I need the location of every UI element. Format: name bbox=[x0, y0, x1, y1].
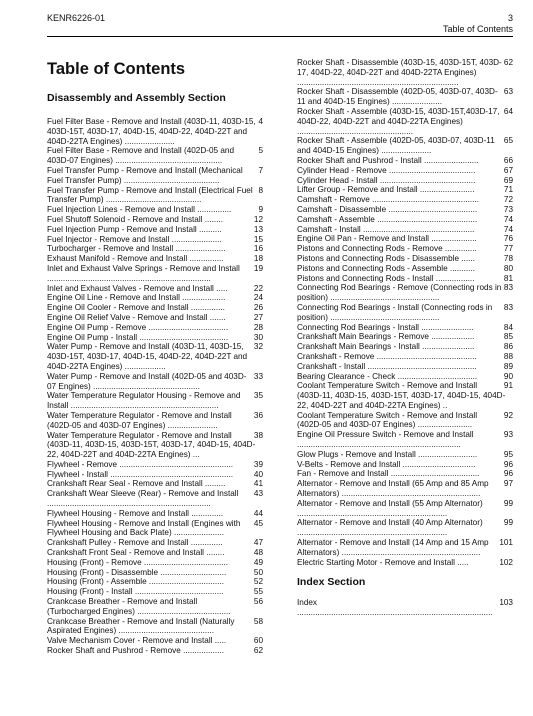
toc-entry[interactable] bbox=[47, 568, 263, 578]
toc-entry[interactable] bbox=[297, 352, 513, 362]
toc-page-number: 32 bbox=[253, 342, 263, 352]
toc-entry-title: Engine Oil Line - Remove and Install ................... bbox=[47, 293, 226, 303]
toc-entry-title: Engine Oil Pan - Remove and Install .................... bbox=[297, 234, 477, 244]
toc-entry-title: Camshaft - Disassemble ....................................... bbox=[297, 204, 478, 214]
toc-page-number: 8 bbox=[258, 185, 263, 195]
toc-page-number: 96 bbox=[503, 459, 513, 469]
toc-entry[interactable] bbox=[47, 391, 263, 411]
toc-entry-title: Exhaust Manifold - Remove and Install ............... bbox=[47, 254, 224, 264]
toc-entry-title: Coolant Temperature Switch - Remove and Install (403D-11, 403D-15, 403D-15T, 403D-17, 404D-15, 404D-22, 404D-22T and 404D-22TA Engines) .. bbox=[297, 381, 506, 410]
toc-entry[interactable] bbox=[47, 431, 263, 460]
toc-entry[interactable] bbox=[297, 225, 513, 235]
toc-list-index bbox=[297, 598, 513, 618]
toc-entry-title: Crankshaft - Remove ............................................ bbox=[297, 351, 477, 361]
toc-entry[interactable] bbox=[297, 342, 513, 352]
toc-entry[interactable] bbox=[47, 617, 263, 637]
toc-page-number: 35 bbox=[253, 391, 263, 401]
toc-entry-title: Alternator - Remove and Install (55 Amp Alternator) .................................................................. bbox=[297, 498, 483, 518]
toc-entry[interactable] bbox=[297, 598, 513, 618]
toc-entry[interactable] bbox=[47, 225, 263, 235]
toc-entry-title: Rocker Shaft - Disassemble (403D-15, 403D-15T, 403D-17, 404D-22, 404D-22T and 404D-22TA Engines) ....................................................................... bbox=[297, 58, 502, 87]
toc-entry-title: Crankshaft Main Bearings - Remove ................... bbox=[297, 332, 475, 342]
toc-entry[interactable] bbox=[47, 577, 263, 587]
toc-entry[interactable] bbox=[297, 450, 513, 460]
toc-entry[interactable] bbox=[297, 205, 513, 215]
toc-entry-title: Flywheel - Remove .................................................. bbox=[47, 459, 234, 469]
toc-entry[interactable] bbox=[297, 215, 513, 225]
toc-page-number: 93 bbox=[503, 430, 513, 440]
toc-entry-title: Fan - Remove and Install ....................................... bbox=[297, 469, 480, 479]
page-title: Table of Contents bbox=[47, 60, 186, 78]
toc-page-number: 62 bbox=[253, 646, 263, 656]
toc-entry[interactable] bbox=[297, 460, 513, 470]
toc-page-number: 103 bbox=[499, 598, 513, 608]
toc-entry[interactable] bbox=[297, 332, 513, 342]
toc-page-number: 83 bbox=[503, 302, 513, 312]
toc-page-number: 27 bbox=[253, 312, 263, 322]
toc-page-number: 58 bbox=[253, 616, 263, 626]
document-id: KENR6226-01 bbox=[47, 13, 106, 23]
toc-page-number: 71 bbox=[503, 185, 513, 195]
toc-page-number: 22 bbox=[253, 283, 263, 293]
toc-page-number: 47 bbox=[253, 538, 263, 548]
toc-entry[interactable] bbox=[47, 205, 263, 215]
section-heading-index: Index Section bbox=[297, 576, 366, 589]
toc-page-number: 44 bbox=[253, 508, 263, 518]
toc-entry[interactable] bbox=[297, 411, 513, 431]
toc-entry-title: Lifter Group - Remove and Install ........................ bbox=[297, 185, 475, 195]
toc-entry[interactable] bbox=[297, 264, 513, 274]
toc-page-number: 99 bbox=[503, 518, 513, 528]
toc-page-number: 43 bbox=[253, 489, 263, 499]
toc-entry[interactable] bbox=[47, 470, 263, 480]
toc-page-number: 12 bbox=[253, 214, 263, 224]
toc-entry-title: Engine Oil Pump - Install ....................................... bbox=[47, 332, 229, 342]
toc-page-number: 52 bbox=[253, 577, 263, 587]
toc-entry-title: Crankcase Breather - Remove and Install (Naturally Aspirated Engines) .......................................... bbox=[47, 616, 235, 636]
toc-page-number: 56 bbox=[253, 597, 263, 607]
toc-page-number: 63 bbox=[503, 87, 513, 97]
toc-entry-title: Fuel Injection Pump - Remove and Install .......... bbox=[47, 224, 222, 234]
toc-page-number: 69 bbox=[503, 175, 513, 185]
toc-entry-title: Housing (Front) - Remove ..................................... bbox=[47, 557, 229, 567]
toc-entry-title: Housing (Front) - Assemble ................................. bbox=[47, 577, 224, 587]
toc-page-number: 28 bbox=[253, 322, 263, 332]
toc-entry-title: Fuel Transfer Pump - Remove and Install (Mechanical Fuel Transfer Pump) .......................................... bbox=[47, 165, 243, 185]
toc-page-number: 97 bbox=[503, 479, 513, 489]
toc-entry[interactable] bbox=[47, 244, 263, 254]
left-column bbox=[47, 58, 263, 656]
toc-entry-title: Connecting Rod Bearings - Remove (Connecting rods in position) ................................................ bbox=[297, 283, 502, 303]
toc-entry[interactable] bbox=[297, 499, 513, 519]
toc-entry-title: Crankshaft Main Bearings - Install ....................... bbox=[297, 342, 475, 352]
toc-page-number: 50 bbox=[253, 567, 263, 577]
toc-entry-title: Crankshaft Rear Seal - Remove and Install ......... bbox=[47, 479, 226, 489]
toc-page-number: 99 bbox=[503, 498, 513, 508]
toc-entry-title: Water Temperature Regulator - Remove and Install (403D-11, 403D-15, 403D-15T, 403D-17, 404D-15, 404D-22, 404D-22T and 404D-22TA Engines) ... bbox=[47, 430, 256, 460]
toc-page-number: 74 bbox=[503, 214, 513, 224]
toc-entry-title: Water Temperature Regulator - Remove and Install (402D-05 and 403D-07 Engines) ...................... bbox=[47, 410, 232, 430]
toc-page-number: 81 bbox=[503, 273, 513, 283]
toc-entry-title: Glow Plugs - Remove and Install .......................... bbox=[297, 449, 478, 459]
toc-entry[interactable] bbox=[47, 235, 263, 245]
toc-entry-title: Rocker Shaft - Assemble (403D-15, 403D-15T,403D-17, 404D-22, 404D-22T and 404D-22TA Engines) ................................................... bbox=[297, 106, 500, 136]
toc-entry-title: Water Pump - Remove and Install (403D-11, 403D-15, 403D-15T, 403D-17, 404D-15, 404D-22, 404D-22T and 404D-22TA Engines) .................. bbox=[47, 342, 248, 371]
toc-page-number: 9 bbox=[258, 205, 263, 215]
toc-page-number: 89 bbox=[503, 361, 513, 371]
toc-entry[interactable] bbox=[47, 303, 263, 313]
toc-entry[interactable] bbox=[47, 333, 263, 343]
toc-page-number: 60 bbox=[253, 636, 263, 646]
toc-entry-title: Rocker Shaft - Assemble (402D-05, 403D-07, 403D-11 and 404D-15 Engines) ...................... bbox=[297, 136, 495, 156]
toc-page-number: 33 bbox=[253, 371, 263, 381]
toc-entry[interactable] bbox=[47, 548, 263, 558]
toc-entry[interactable] bbox=[47, 597, 263, 617]
toc-entry-title: Pistons and Connecting Rods - Disassemble ...... bbox=[297, 253, 475, 263]
toc-page-number: 49 bbox=[253, 557, 263, 567]
toc-entry-title: Water Pump - Remove and Install (402D-05 and 403D-07 Engines) ............................................... bbox=[47, 371, 247, 391]
toc-entry[interactable] bbox=[47, 313, 263, 323]
toc-page-number: 85 bbox=[503, 332, 513, 342]
toc-entry[interactable] bbox=[47, 254, 263, 264]
toc-page-number: 64 bbox=[503, 106, 513, 116]
toc-page-number: 5 bbox=[258, 146, 263, 156]
toc-entry-title: Engine Oil Relief Valve - Remove and Install ....... bbox=[47, 312, 226, 322]
toc-entry-title: Alternator - Remove and Install (65 Amp and 85 Amp Alternators) ............................................................. bbox=[297, 479, 489, 499]
toc-entry-title: Fuel Injector - Remove and Install ...................... bbox=[47, 234, 222, 244]
toc-page-number: 83 bbox=[503, 283, 513, 293]
toc-entry-title: Fuel Injection Lines - Remove and Install ............... bbox=[47, 205, 232, 215]
toc-entry[interactable] bbox=[47, 636, 263, 646]
toc-page-number: 78 bbox=[503, 253, 513, 263]
toc-entry-title: Turbocharger - Remove and Install ...................... bbox=[47, 244, 226, 254]
toc-page-number: 77 bbox=[503, 244, 513, 254]
toc-entry[interactable] bbox=[47, 479, 263, 489]
toc-entry[interactable] bbox=[47, 264, 263, 284]
toc-entry-title: Pistons and Connecting Rods - Assemble ........... bbox=[297, 263, 475, 273]
toc-entry-title: Connecting Rod Bearings - Install ....................... bbox=[297, 322, 474, 332]
toc-page-number: 88 bbox=[503, 351, 513, 361]
toc-page-number: 16 bbox=[253, 244, 263, 254]
toc-entry[interactable] bbox=[47, 215, 263, 225]
toc-entry-title: Cylinder Head - Install .......................................... bbox=[297, 175, 476, 185]
header-section-title: Table of Contents bbox=[442, 24, 513, 34]
toc-entry-title: Alternator - Remove and Install (40 Amp Alternator) .................................................................. bbox=[297, 518, 483, 538]
toc-page-number: 90 bbox=[503, 371, 513, 381]
toc-entry[interactable] bbox=[297, 558, 513, 568]
toc-entry[interactable] bbox=[47, 587, 263, 597]
toc-entry[interactable] bbox=[47, 186, 263, 206]
toc-entry[interactable] bbox=[47, 372, 263, 392]
toc-entry-title: Crankcase Breather - Remove and Install (Turbocharged Engines) ......................................... bbox=[47, 597, 231, 616]
toc-page-number: 30 bbox=[253, 332, 263, 342]
toc-entry[interactable] bbox=[297, 136, 513, 156]
toc-entry[interactable] bbox=[47, 323, 263, 333]
toc-entry-title: Connecting Rod Bearings - Install (Connecting rods in position) ................................................ bbox=[297, 302, 493, 322]
toc-entry[interactable] bbox=[47, 460, 263, 470]
toc-entry[interactable] bbox=[47, 117, 263, 146]
toc-list-left bbox=[47, 117, 263, 656]
toc-page-number: 48 bbox=[253, 548, 263, 558]
toc-page-number: 13 bbox=[253, 224, 263, 234]
toc-entry-title: Engine Oil Pump - Remove ................................... bbox=[47, 322, 229, 332]
toc-entry[interactable] bbox=[297, 234, 513, 244]
toc-entry-title: Alternator - Remove and Install (14 Amp and 15 Amp Alternators) ............................................................. bbox=[297, 538, 489, 557]
toc-entry-title: Camshaft - Assemble ............................................ bbox=[297, 214, 478, 224]
toc-entry-title: Bearing Clearance - Check ................................... bbox=[297, 371, 478, 381]
toc-entry[interactable] bbox=[297, 538, 513, 558]
toc-entry[interactable] bbox=[297, 87, 513, 107]
toc-entry[interactable] bbox=[297, 185, 513, 195]
toc-entry-title: Rocker Shaft and Pushrod - Install ........................ bbox=[297, 155, 479, 165]
toc-entry[interactable] bbox=[47, 558, 263, 568]
toc-page-number: 92 bbox=[503, 410, 513, 420]
toc-entry-title: Fuel Shutoff Solenoid - Remove and Install ........ bbox=[47, 214, 223, 224]
toc-page-number: 101 bbox=[499, 538, 513, 548]
toc-entry[interactable] bbox=[297, 195, 513, 205]
toc-entry-title: V-Belts - Remove and Install ................................ bbox=[297, 459, 476, 469]
toc-entry-title: Camshaft - Install ................................................. bbox=[297, 224, 475, 234]
toc-entry[interactable] bbox=[47, 489, 263, 509]
toc-entry[interactable] bbox=[297, 469, 513, 479]
toc-page-number: 91 bbox=[503, 381, 513, 391]
toc-entry[interactable] bbox=[297, 176, 513, 186]
toc-entry[interactable] bbox=[47, 166, 263, 186]
toc-entry-title: Fuel Filter Base - Remove and Install (402D-05 and 403D-07 Engines) ............................................... bbox=[47, 146, 235, 166]
toc-entry-title: Coolant Temperature Switch - Remove and Install (402D-05 and 403D-07 Engines) ........................ bbox=[297, 410, 478, 430]
toc-page-number: 84 bbox=[503, 322, 513, 332]
toc-entry-title: Rocker Shaft - Disassemble (402D-05, 403D-07, 403D-11 and 404D-15 Engines) ...................... bbox=[297, 87, 498, 107]
toc-page-number: 72 bbox=[503, 195, 513, 205]
toc-entry[interactable] bbox=[297, 274, 513, 284]
toc-entry[interactable] bbox=[47, 646, 263, 656]
toc-page-number: 15 bbox=[253, 234, 263, 244]
toc-entry[interactable] bbox=[297, 372, 513, 382]
toc-entry-title: Pistons and Connecting Rods - Remove .............. bbox=[297, 244, 477, 254]
page-header bbox=[443, 13, 513, 35]
toc-entry[interactable] bbox=[297, 166, 513, 176]
toc-page-number: 26 bbox=[253, 303, 263, 313]
toc-entry[interactable] bbox=[297, 430, 513, 450]
toc-list-right bbox=[297, 58, 513, 567]
toc-page-number: 19 bbox=[253, 263, 263, 273]
toc-page-number: 24 bbox=[253, 293, 263, 303]
toc-entry-title: Fuel Transfer Pump - Remove and Install (Electrical Fuel Transfer Pump) .......................................... bbox=[47, 185, 253, 205]
toc-page-number: 95 bbox=[503, 449, 513, 459]
toc-entry-title: Engine Oil Pressure Switch - Remove and Install ........................................................................ bbox=[297, 430, 474, 450]
toc-page-number: 45 bbox=[253, 518, 263, 528]
toc-page-number: 66 bbox=[503, 155, 513, 165]
toc-entry[interactable] bbox=[47, 284, 263, 294]
toc-entry-title: Water Temperature Regulator Housing - Remove and Install ................................................................. bbox=[47, 391, 241, 411]
toc-entry[interactable] bbox=[297, 362, 513, 372]
toc-entry[interactable] bbox=[297, 479, 513, 499]
toc-page-number: 86 bbox=[503, 342, 513, 352]
toc-page-number: 4 bbox=[258, 117, 263, 126]
toc-page-number: 38 bbox=[253, 430, 263, 440]
toc-entry-title: Flywheel - Install ...................................................... bbox=[47, 469, 234, 479]
toc-page-number: 41 bbox=[253, 479, 263, 489]
toc-entry-title: Engine Oil Cooler - Remove and Install ............... bbox=[47, 303, 225, 313]
toc-entry-title: Housing (Front) - Install ....................................... bbox=[47, 587, 224, 597]
toc-entry[interactable] bbox=[297, 244, 513, 254]
toc-entry-title: Flywheel Housing - Remove and Install .............. bbox=[47, 508, 224, 518]
toc-entry-title: Crankshaft Pulley - Remove and Install .............. bbox=[47, 538, 223, 548]
toc-page-number: 76 bbox=[503, 234, 513, 244]
toc-entry-title: Electric Starting Motor - Remove and Install ..... bbox=[297, 557, 469, 567]
toc-entry[interactable] bbox=[47, 342, 263, 371]
toc-entry[interactable] bbox=[47, 146, 263, 166]
toc-page-number: 55 bbox=[253, 587, 263, 597]
toc-entry[interactable] bbox=[47, 509, 263, 519]
toc-entry-title: Crankshaft - Install ................................................ bbox=[297, 361, 477, 371]
toc-entry[interactable] bbox=[297, 283, 513, 303]
toc-page-number: 73 bbox=[503, 204, 513, 214]
header-rule bbox=[47, 36, 513, 37]
toc-entry[interactable] bbox=[297, 254, 513, 264]
toc-page-number: 40 bbox=[253, 469, 263, 479]
toc-entry[interactable] bbox=[297, 107, 513, 136]
section-heading-disassembly: Disassembly and Assembly Section bbox=[47, 92, 226, 104]
toc-entry-title: Index ...................................................................................... bbox=[297, 598, 493, 618]
toc-entry-title: Pistons and Connecting Rods - Install ................. bbox=[297, 273, 475, 283]
toc-page-number: 7 bbox=[258, 165, 263, 175]
toc-entry[interactable] bbox=[47, 293, 263, 303]
toc-page-number: 74 bbox=[503, 224, 513, 234]
toc-page-number: 96 bbox=[503, 469, 513, 479]
toc-entry-title: Crankshaft Wear Sleeve (Rear) - Remove and Install ........................................................................ bbox=[47, 489, 239, 509]
toc-page-number: 80 bbox=[503, 263, 513, 273]
toc-entry[interactable] bbox=[47, 519, 263, 539]
toc-entry[interactable] bbox=[47, 411, 263, 431]
toc-page-number: 39 bbox=[253, 459, 263, 469]
toc-entry[interactable] bbox=[297, 323, 513, 333]
toc-entry-title: Crankshaft Front Seal - Remove and Install ........ bbox=[47, 548, 225, 558]
toc-entry[interactable] bbox=[297, 303, 513, 323]
toc-entry-title: Valve Mechanism Cover - Remove and Install ..... bbox=[47, 636, 227, 646]
toc-entry-title: Housing (Front) - Disassemble ............................. bbox=[47, 567, 227, 577]
toc-page-number: 65 bbox=[503, 136, 513, 146]
toc-page-number: 67 bbox=[503, 165, 513, 175]
toc-page-number: 62 bbox=[503, 58, 513, 67]
toc-entry-title: Inlet and Exhaust Valve Springs - Remove and Install ........................................................................ bbox=[47, 263, 240, 283]
toc-entry[interactable] bbox=[297, 381, 513, 410]
page-number: 3 bbox=[507, 13, 513, 23]
toc-entry-title: Camshaft - Remove ............................................... bbox=[297, 195, 479, 205]
toc-entry[interactable] bbox=[297, 58, 513, 87]
toc-entry[interactable] bbox=[297, 156, 513, 166]
toc-entry-title: Flywheel Housing - Remove and Install (Engines with Flywheel Housing and Back Plate) ...................... bbox=[47, 518, 241, 538]
right-column bbox=[297, 58, 513, 618]
toc-entry-title: Cylinder Head - Remove ...................................... bbox=[297, 165, 476, 175]
toc-entry-title: Inlet and Exhaust Valves - Remove and Install ..... bbox=[47, 283, 228, 293]
toc-page-number: 36 bbox=[253, 410, 263, 420]
toc-page-number: 18 bbox=[253, 254, 263, 264]
toc-entry[interactable] bbox=[47, 538, 263, 548]
toc-entry-title: Fuel Filter Base - Remove and Install (403D-11, 403D-15, 403D-15T, 403D-17, 404D-15, 404D-22, 404D-22T and 404D-22TA Engines) ...................... bbox=[47, 117, 256, 146]
toc-entry-title: Rocker Shaft and Pushrod - Remove .................. bbox=[47, 646, 225, 656]
toc-page-number: 102 bbox=[499, 557, 513, 567]
toc-entry[interactable] bbox=[297, 518, 513, 538]
